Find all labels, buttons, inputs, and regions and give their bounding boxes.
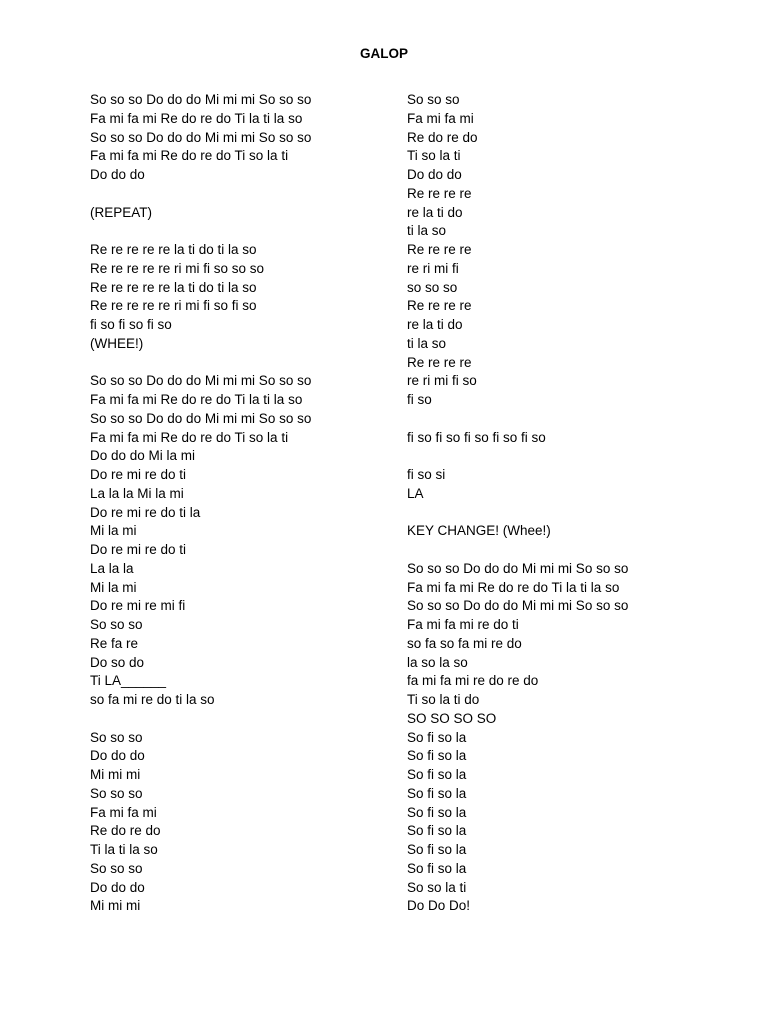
lyric-line: fa mi fa mi re do re do: [407, 673, 539, 689]
lyric-line: So fi so la: [407, 842, 467, 857]
lyric-line: so fa so fa mi re do: [407, 635, 522, 651]
lyric-line: la so la so: [407, 654, 468, 670]
lyric-line: So fi so la: [407, 860, 467, 876]
lyric-line: So so so: [90, 860, 143, 876]
lyric-line: Mi mi mi: [90, 767, 141, 782]
lyric-line: Ti la ti la so: [90, 842, 158, 857]
lyric-line: La la la Mi la mi: [90, 485, 184, 501]
lyric-line: Re re re re re ri mi fi so so so: [90, 260, 265, 276]
lyric-line: [90, 354, 390, 373]
lyric-line: So fi so la: [407, 767, 467, 782]
lyric-line: So fi so la: [407, 729, 467, 745]
lyric-line: ti la so: [407, 335, 447, 351]
lyric-line: [90, 222, 390, 241]
lyric-line: (REPEAT): [90, 204, 153, 220]
lyric-line: [407, 541, 707, 560]
lyric-line: Do Do Do!: [407, 898, 471, 914]
lyric-line: fi so: [407, 392, 432, 407]
lyric-line: so fa mi re do ti la so: [90, 692, 215, 707]
lyric-line: Do do do: [407, 167, 462, 182]
lyric-line: Do re mi re do ti: [90, 467, 187, 482]
lyric-line: Do do do: [90, 167, 145, 182]
lyric-line: Do do do: [90, 879, 145, 895]
lyric-line: Fa mi fa mi re do ti: [407, 617, 519, 632]
lyric-line: Fa mi fa mi Re do re do Ti la ti la so: [90, 392, 303, 407]
lyric-line: Re re re re re la ti do ti la so: [90, 279, 257, 295]
lyric-line: So so so: [407, 92, 460, 107]
document-title: GALOP: [359, 46, 408, 61]
lyric-line: So fi so la: [407, 748, 467, 764]
lyric-line: Fa mi fa mi Re do re do Ti so la ti: [90, 148, 289, 164]
lyric-line: So so so Do do do Mi mi mi So so so: [90, 129, 312, 145]
lyric-line: So so la ti: [407, 879, 467, 895]
lyric-line: re la ti do: [407, 317, 463, 332]
lyric-line: Mi mi mi: [90, 898, 141, 914]
lyric-line: fi so si: [407, 467, 446, 482]
lyric-line: So fi so la: [407, 823, 467, 839]
lyric-line: Ti LA______: [90, 673, 167, 689]
lyric-line: So so so Do do do Mi mi mi So so so: [407, 560, 629, 576]
lyric-line: Mi la mi: [90, 579, 137, 595]
lyric-line: [90, 710, 390, 729]
lyric-line: So so so: [90, 617, 143, 632]
lyric-line: [407, 504, 707, 523]
lyric-line: KEY CHANGE! (Whee!): [407, 523, 551, 539]
lyric-line: Ti so la ti: [407, 148, 461, 164]
lyric-line: fi so fi so fi so: [90, 317, 172, 332]
lyric-line: Fa mi fa mi: [407, 110, 474, 126]
lyric-line: re la ti do: [407, 204, 463, 220]
lyric-line: [407, 447, 707, 466]
lyric-line: Fa mi fa mi Re do re do Ti la ti la so: [407, 579, 620, 595]
lyric-line: Fa mi fa mi Re do re do Ti so la ti: [90, 429, 289, 445]
lyric-line: So so so Do do do Mi mi mi So so so: [90, 373, 312, 389]
lyric-line: Re re re re: [407, 242, 472, 257]
lyric-line: Re re re re re ri mi fi so fi so: [90, 298, 257, 314]
lyric-line: Do re mi re mi fi: [90, 598, 186, 614]
lyric-line: [90, 185, 390, 204]
lyrics-column-left: [90, 91, 390, 916]
lyric-line: So so so: [90, 785, 143, 801]
lyric-line: Re re re re: [407, 298, 472, 314]
lyric-line: SO SO SO SO: [407, 710, 497, 726]
lyric-line: Re do re do: [407, 129, 478, 145]
lyric-line: Re fa re: [90, 635, 139, 651]
lyric-line: Re do re do: [90, 823, 161, 839]
lyric-line: Re re re re: [407, 185, 472, 201]
lyric-line: Do re mi re do ti: [90, 542, 187, 557]
lyric-line: fi so fi so fi so fi so fi so: [407, 429, 546, 445]
lyric-line: re ri mi fi so: [407, 373, 477, 389]
lyric-line: Do re mi re do ti la: [90, 504, 201, 520]
lyric-line: Re re re re re la ti do ti la so: [90, 242, 257, 257]
lyric-line: Do do do: [90, 748, 145, 764]
lyric-line: Fa mi fa mi: [90, 804, 157, 820]
lyric-line: So so so Do do do Mi mi mi So so so: [90, 410, 312, 426]
lyric-line: so so so: [407, 279, 458, 295]
lyrics-column-right: [407, 91, 707, 916]
lyric-line: [407, 410, 707, 429]
lyric-line: So fi so la: [407, 785, 467, 801]
lyric-line: So so so Do do do Mi mi mi So so so: [90, 92, 312, 107]
lyric-line: La la la: [90, 560, 134, 576]
lyric-line: Re re re re: [407, 354, 472, 370]
lyric-line: Mi la mi: [90, 523, 137, 539]
lyric-line: Fa mi fa mi Re do re do Ti la ti la so: [90, 110, 303, 126]
lyric-line: Do do do Mi la mi: [90, 448, 196, 464]
lyric-line: Do so do: [90, 654, 145, 670]
lyric-line: Ti so la ti do: [407, 692, 480, 707]
lyric-line: So so so Do do do Mi mi mi So so so: [407, 598, 629, 614]
lyric-line: So fi so la: [407, 804, 467, 820]
lyric-line: (WHEE!): [90, 335, 144, 351]
lyric-line: ti la so: [407, 223, 447, 239]
lyric-line: LA: [407, 485, 424, 501]
lyric-line: So so so: [90, 729, 143, 745]
lyric-line: re ri mi fi: [407, 260, 459, 276]
